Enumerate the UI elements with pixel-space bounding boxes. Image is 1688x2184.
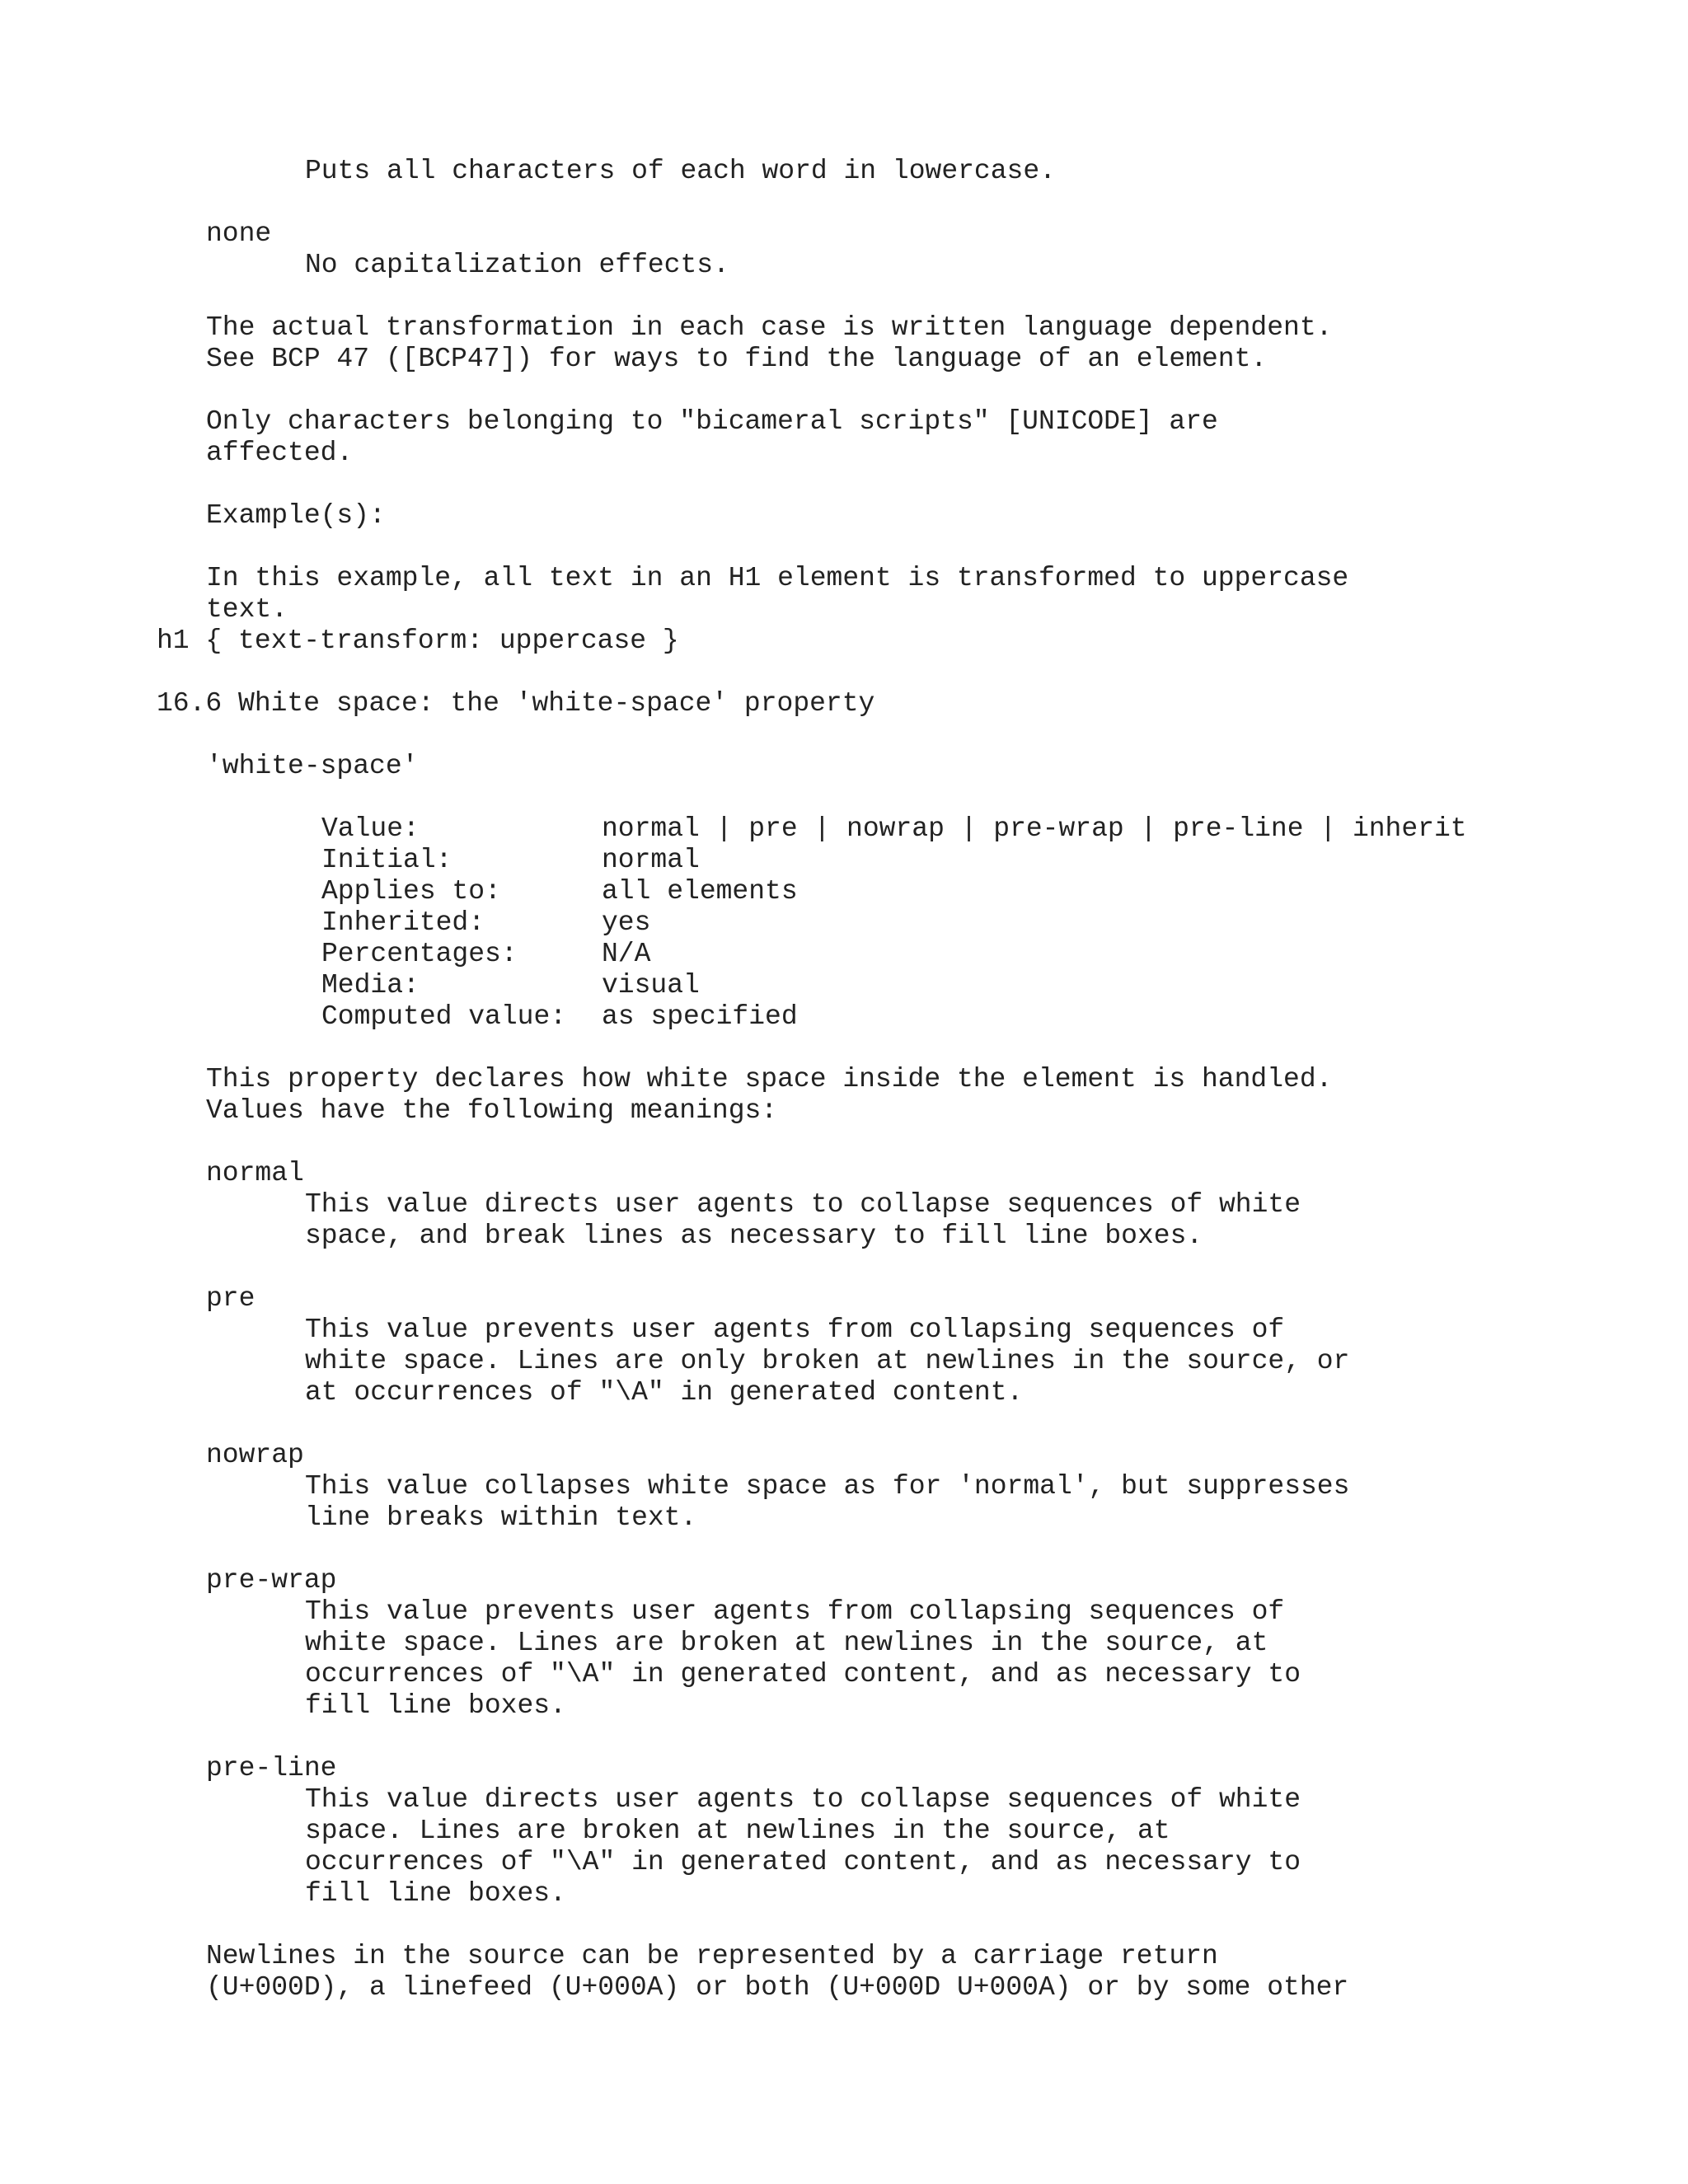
property-label-inherited: Inherited:: [321, 907, 485, 938]
value-description-pre-wrap-line-1: This value prevents user agents from collapsing sequences of: [305, 1596, 1285, 1627]
value-description-pre-line-line-1: This value directs user agents to collapse sequences of white: [305, 1784, 1301, 1815]
value-description-pre-wrap-line-2: white space. Lines are broken at newlines in the source, at: [305, 1628, 1268, 1658]
newlines-paragraph-line-1: Newlines in the source can be represented by a carriage return: [206, 1941, 1218, 1971]
value-description-pre-line-2: white space. Lines are only broken at newlines in the source, or: [305, 1346, 1350, 1376]
value-term-pre-line: pre-line: [206, 1753, 337, 1783]
value-description-pre-line-line-2: space. Lines are broken at newlines in the source, at: [305, 1816, 1170, 1846]
value-description-normal-line-2: space, and break lines as necessary to fill line boxes.: [305, 1221, 1203, 1251]
property-value-value: normal | pre | nowrap | pre-wrap | pre-line | inherit: [602, 813, 1467, 844]
none-description: No capitalization effects.: [305, 250, 729, 280]
property-label-applies-to: Applies to:: [321, 876, 501, 907]
property-label-media: Media:: [321, 970, 420, 1001]
value-description-pre-line-line-3: occurrences of "\A" in generated content, and as necessary to: [305, 1847, 1301, 1877]
intro-paragraph-line-1: This property declares how white space inside the element is handled.: [206, 1064, 1333, 1094]
transformation-paragraph-line-1: The actual transformation in each case is written language dependent.: [206, 312, 1333, 343]
bicameral-paragraph-line-2: affected.: [206, 438, 354, 468]
value-term-pre: pre: [206, 1283, 256, 1314]
value-term-pre-wrap: pre-wrap: [206, 1565, 337, 1596]
property-value-percentages: N/A: [602, 939, 651, 969]
intro-paragraph-line-2: Values have the following meanings:: [206, 1095, 778, 1126]
property-label-percentages: Percentages:: [321, 939, 518, 969]
property-name: 'white-space': [206, 751, 419, 781]
value-description-pre-line-1: This value prevents user agents from collapsing sequences of: [305, 1315, 1285, 1345]
property-value-computed-value: as specified: [602, 1001, 798, 1032]
value-description-nowrap-line-1: This value collapses white space as for 'normal', but suppresses: [305, 1471, 1350, 1502]
example-code: h1 { text-transform: uppercase }: [157, 626, 679, 656]
example-label: Example(s):: [206, 500, 386, 531]
value-description-pre-wrap-line-3: occurrences of "\A" in generated content, and as necessary to: [305, 1659, 1301, 1690]
value-description-normal-line-1: This value directs user agents to collapse sequences of white: [305, 1189, 1301, 1220]
value-term-none: none: [206, 218, 272, 249]
value-description-pre-wrap-line-4: fill line boxes.: [305, 1690, 566, 1721]
example-paragraph-line-2: text.: [206, 594, 288, 625]
transformation-paragraph-line-2: See BCP 47 ([BCP47]) for ways to find the language of an element.: [206, 344, 1268, 374]
section-heading: 16.6 White space: the 'white-space' property: [157, 688, 875, 719]
property-value-applies-to: all elements: [602, 876, 798, 907]
value-description-pre-line-3: at occurrences of "\A" in generated content.: [305, 1377, 1024, 1408]
property-value-inherited: yes: [602, 907, 651, 938]
value-term-normal: normal: [206, 1158, 304, 1188]
newlines-paragraph-line-2: (U+000D), a linefeed (U+000A) or both (U+000D U+000A) or by some other: [206, 1972, 1349, 2003]
property-label-value: Value:: [321, 813, 420, 844]
value-description-nowrap-line-2: line breaks within text.: [305, 1502, 697, 1533]
value-term-nowrap: nowrap: [206, 1440, 304, 1470]
property-value-media: visual: [602, 970, 700, 1001]
lowercase-description: Puts all characters of each word in lowercase.: [305, 156, 1056, 186]
example-paragraph-line-1: In this example, all text in an H1 element is transformed to uppercase: [206, 563, 1349, 593]
property-value-initial: normal: [602, 845, 700, 875]
value-description-pre-line-line-4: fill line boxes.: [305, 1878, 566, 1909]
property-label-computed-value: Computed value:: [321, 1001, 567, 1032]
bicameral-paragraph-line-1: Only characters belonging to "bicameral scripts" [UNICODE] are: [206, 406, 1218, 437]
property-label-initial: Initial:: [321, 845, 452, 875]
